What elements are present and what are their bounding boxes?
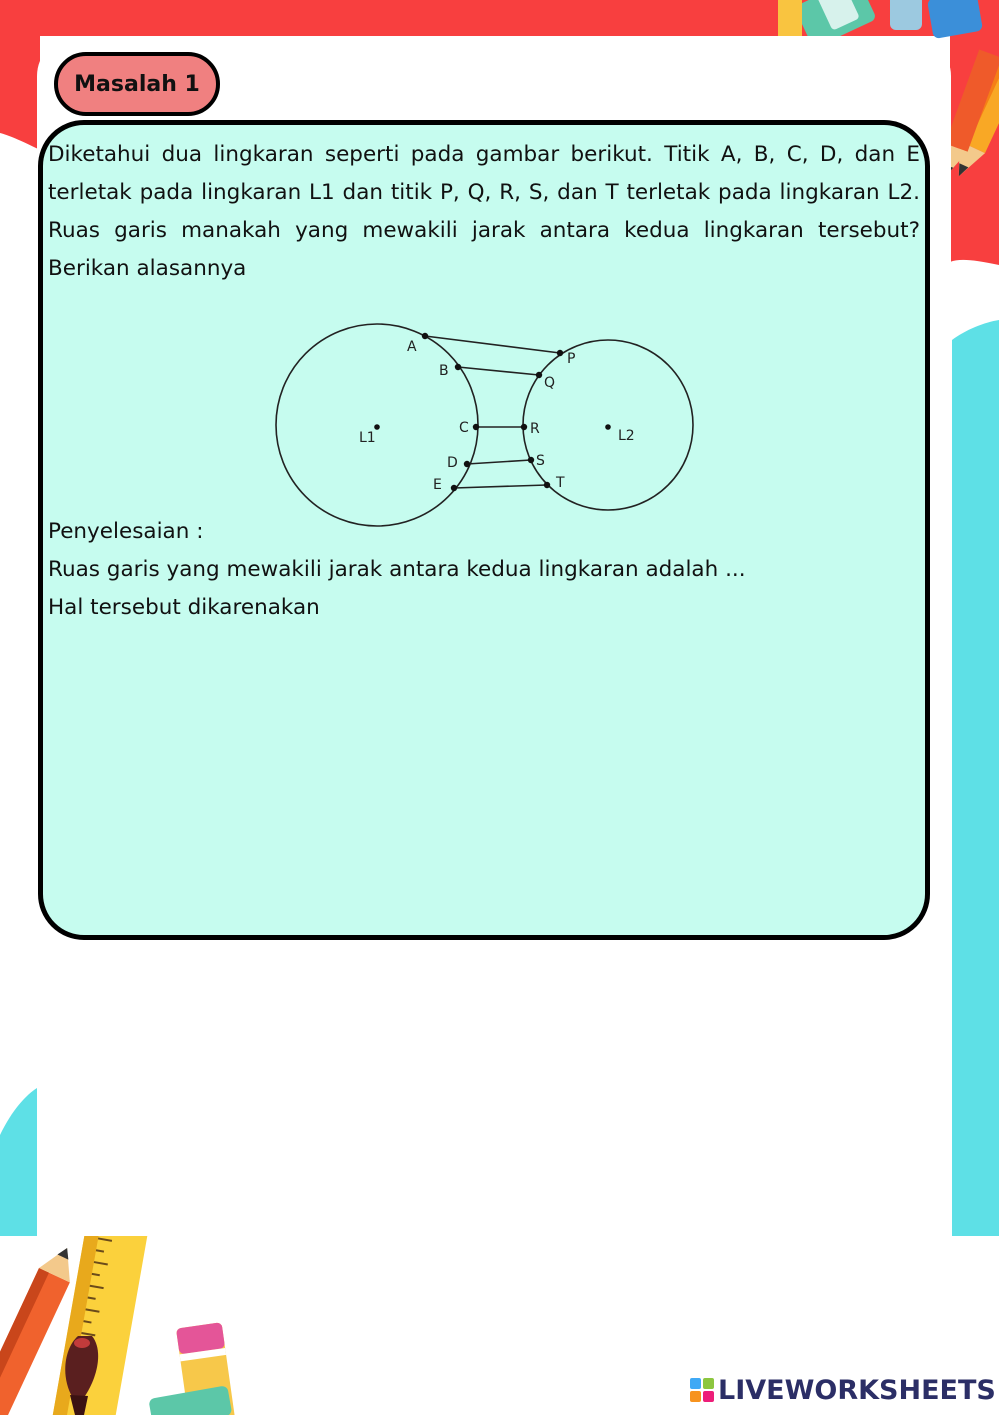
problem-statement: Diketahui dua lingkaran seperti pada gambar berikut. Titik A, B, C, D, dan E terletak pada lingkaran L1 dan titik P, Q, R, S, dan T terletak pada lingkaran L2. Ruas garis manakah yang mewakili jarak antara kedua lingkaran tersebut? Berikan alasannya [48, 142, 920, 281]
point-e [451, 485, 457, 491]
label-center-l2-text: L2 [618, 428, 635, 444]
liveworksheets-brand[interactable] [690, 1372, 996, 1408]
label-b: B [439, 363, 449, 379]
label-c: C [459, 420, 469, 436]
point-p [557, 350, 563, 356]
label-center-l1-text: L1 [359, 430, 376, 446]
problem-badge [54, 52, 220, 116]
solution-line-1: Ruas garis yang mewakili jarak antara kedua lingkaran adalah ... [48, 557, 746, 582]
liveworksheets-brand-text: LIVEWORKSHEETS [718, 1374, 996, 1406]
label-e: E [433, 477, 442, 493]
label-t: T [556, 475, 565, 491]
label-d: D [447, 455, 458, 471]
point-a [422, 333, 428, 339]
point-c [473, 424, 479, 430]
label-center-l1 [359, 430, 376, 446]
label-r: R [530, 421, 540, 437]
point-s [528, 457, 534, 463]
point-r [521, 424, 527, 430]
label-a: A [407, 339, 417, 355]
center-l1 [374, 424, 380, 430]
problem-badge-label: Masalah 1 [74, 71, 200, 97]
two-circles-figure [270, 315, 700, 535]
liveworksheets-logo-icon [690, 1378, 714, 1402]
label-q: Q [544, 375, 556, 391]
segment-et [454, 485, 547, 488]
label-s: S [536, 453, 545, 469]
point-d [464, 461, 470, 467]
label-center-l2 [618, 428, 635, 444]
label-p: P [567, 351, 576, 367]
solution-section [48, 513, 920, 627]
point-q [536, 372, 542, 378]
solution-heading: Penyelesaian : [48, 519, 204, 544]
center-l2 [605, 424, 611, 430]
solution-line-2: Hal tersebut dikarenakan [48, 595, 320, 620]
segment-bq [458, 367, 539, 375]
point-t [544, 482, 550, 488]
point-b [455, 364, 461, 370]
segment-ds [467, 460, 531, 464]
